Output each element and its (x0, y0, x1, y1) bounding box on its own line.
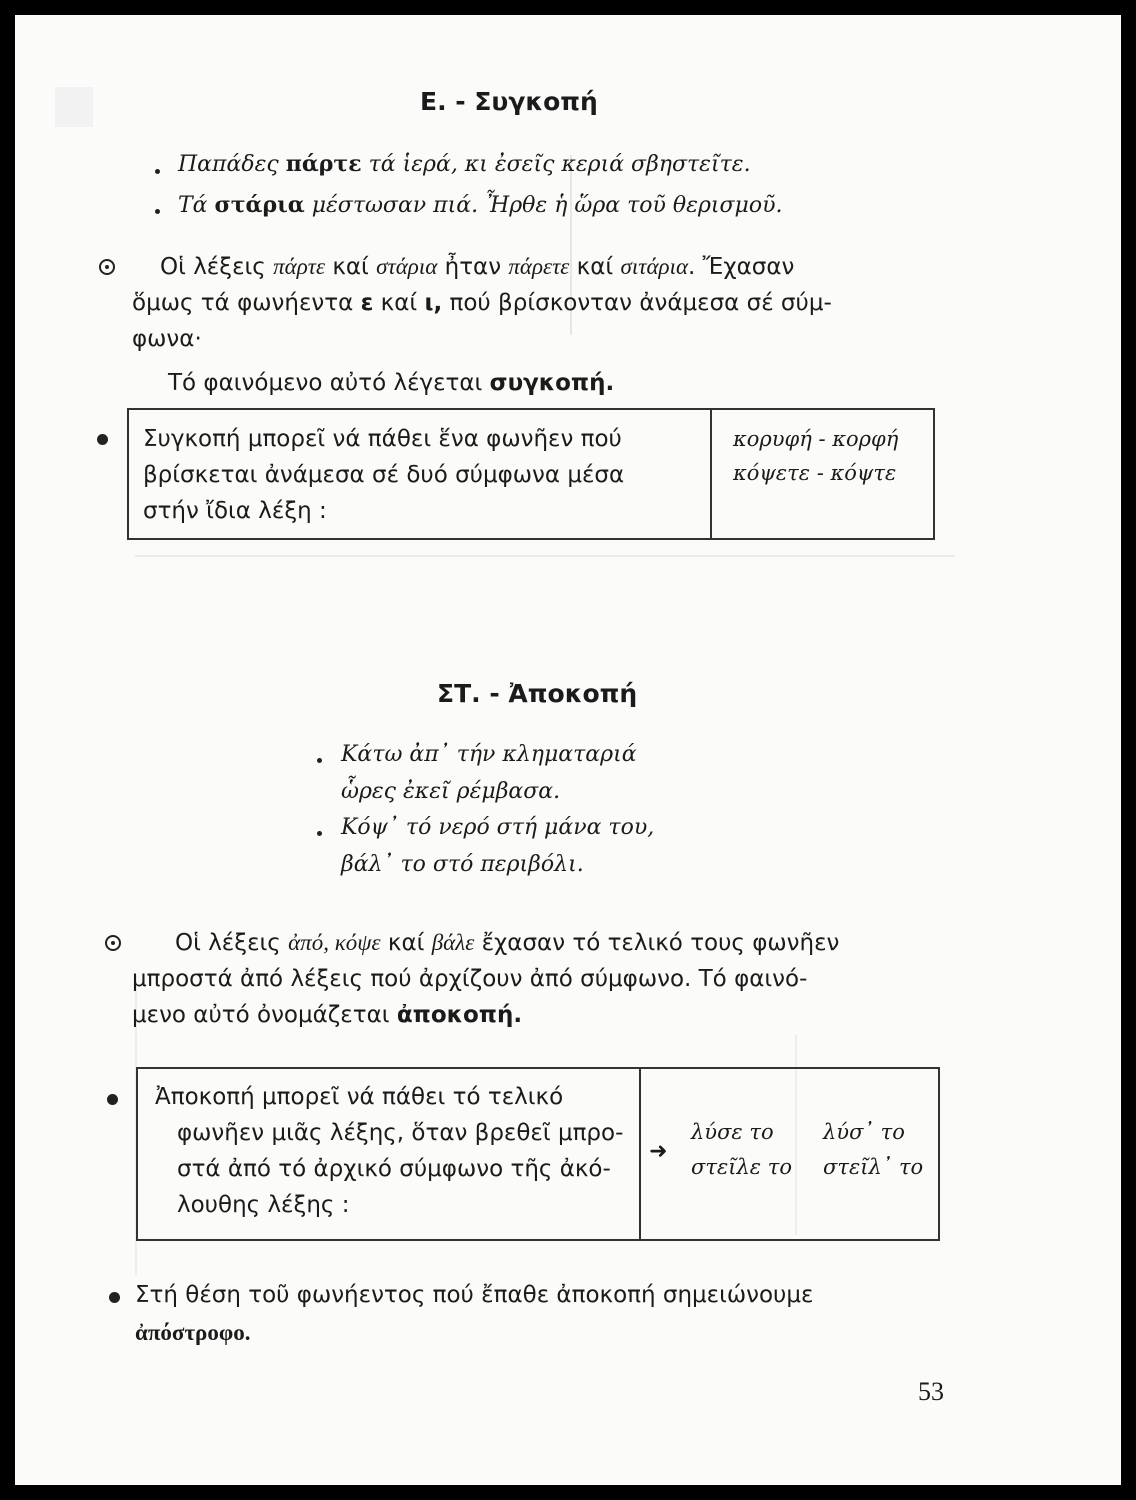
verse-line-4: βάλ᾽ το στό περιβόλι. (341, 852, 584, 877)
apocope-rule-line-4: λουθης λέξης : (177, 1192, 350, 1218)
section-e-title: Ε. - Συγκοπή (420, 87, 598, 116)
apostrophe-note-line-1: Στή θέση τοῦ φωνήεντος πού ἔπαθε ἀποκοπή σημειώνουμε (135, 1282, 814, 1308)
bullet-dot-icon (317, 831, 322, 836)
apocope-example-full-2: στεῖλε το (691, 1155, 792, 1179)
apocope-example-full-1: λύσε το (691, 1120, 774, 1144)
apocope-rule-line-3: στά ἀπό τό ἀρχικό σύμφωνο τῆς ἀκό- (177, 1156, 611, 1182)
apocope-rule-line-2: φωνῆεν μιᾶς λέξης, ὅταν βρεθεῖ μπρο- (177, 1120, 624, 1146)
rule-bullet-icon (107, 1094, 118, 1105)
rule-line-2: βρίσκεται ἀνάμεσα σέ δυό σύμφωνα μέσα (143, 462, 625, 488)
rule-line-1: Συγκοπή μπορεῖ νά πάθει ἕνα φωνῆεν πού (143, 426, 622, 452)
verse-line-2: ὧρες ἐκεῖ ρέμβασα. (341, 779, 561, 804)
explanation-line-4: Τό φαινόμενο αὐτό λέγεται συγκοπή. (168, 370, 615, 396)
explanation-line-2: ὅμως τά φωνήεντα ε καί ι, πού βρίσκονταν ἀνάμεσα σέ σύμ- (132, 290, 832, 316)
rule-line-3: στήν ἴδια λέξη : (143, 498, 327, 524)
bullet-dot-icon (155, 209, 160, 214)
section-st-title: ΣΤ. - Ἀποκοπή (437, 679, 638, 708)
example-line-2: Τά στάρια μέστωσαν πιά. Ἦρθε ἡ ὥρα τοῦ θερισμοῦ. (178, 192, 783, 218)
rule-box-divider (710, 408, 712, 540)
arrow-right-icon: ➜ (649, 1139, 668, 1164)
apocope-explanation-line-1: Οἱ λέξεις ἀπό, κόψε καί βάλε ἔχασαν τό τελικό τους φωνῆεν (175, 930, 840, 956)
page-number: 53 (918, 1377, 944, 1406)
rule-box-divider (639, 1067, 641, 1241)
rule-example-2: κόψετε - κόψτε (733, 461, 897, 485)
book-page (15, 15, 1121, 1485)
note-bullet-icon (109, 1292, 120, 1303)
explanation-line-3: φωνα· (132, 326, 202, 352)
circled-dot-icon (105, 935, 121, 951)
apocope-explanation-line-2: μπροστά ἀπό λέξεις πού ἀρχίζουν ἀπό σύμφωνο. Τό φαινό- (132, 966, 808, 992)
apocope-explanation-line-3: μενο αὐτό ὀνομάζεται ἀποκοπή. (132, 1002, 523, 1028)
rule-example-1: κορυφή - κορφή (733, 427, 899, 451)
example-line-1: Παπάδες πάρτε τά ἱερά, κι ἐσεῖς κεριά σβηστεῖτε. (178, 151, 751, 177)
verse-line-1: Κάτω ἀπ᾽ τήν κληματαριά (341, 742, 637, 767)
apocope-example-cut-2: στεῖλ᾽ το (823, 1155, 924, 1179)
circled-dot-icon (99, 259, 115, 275)
bullet-dot-icon (155, 169, 160, 174)
apocope-example-cut-1: λύσ᾽ το (823, 1120, 905, 1144)
rule-bullet-icon (97, 434, 108, 445)
apostrophe-note-line-2: ἀπόστροφο. (135, 1320, 251, 1345)
verse-line-3: Κόψ᾽ τό νερό στή μάνα του, (341, 815, 655, 840)
explanation-line-1: Οἱ λέξεις πάρτε καί στάρια ἦταν πάρετε καί σιτάρια. Ἔχασαν (160, 254, 795, 280)
bullet-dot-icon (317, 758, 322, 763)
apocope-rule-line-1: Ἀποκοπή μπορεῖ νά πάθει τό τελικό (155, 1084, 564, 1110)
